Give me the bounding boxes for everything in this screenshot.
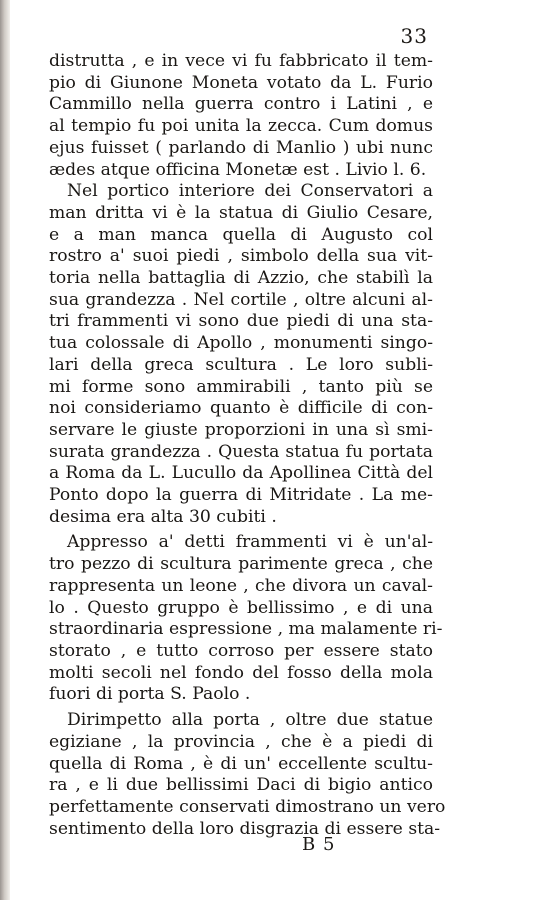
text-line: lo . Questo gruppo è bellissimo , e di una [49, 597, 433, 618]
text-line: toria nella battaglia di Azzio, che stabilì la [49, 268, 433, 289]
text-line: Dirimpetto alla porta , oltre due statue [67, 710, 433, 731]
paragraph [49, 532, 443, 706]
text-line: sua grandezza . Nel cortile , oltre alcuni al- [49, 289, 433, 310]
text-line: Ponto dopo la guerra di Mitridate . La me- [49, 485, 433, 506]
signature-mark: B 5 [302, 834, 336, 855]
page-number: 33 [400, 24, 428, 48]
text-line: egiziane , la provincia , che è a piedi di [49, 731, 433, 752]
text-line: ejus fuisset ( parlando di Manlio ) ubi nunc [49, 137, 433, 158]
text-line: rappresenta un leone , che divora un caval- [49, 575, 433, 596]
paragraph [49, 710, 446, 840]
paragraph [49, 181, 433, 528]
text-line: quella di Roma , è di un' eccellente scultu- [49, 753, 433, 774]
text-line: straordinaria espressione , ma malamente ri- [49, 619, 443, 640]
page-binding-edge [0, 0, 10, 900]
text-line: Nel portico interiore dei Conservatori a [67, 181, 433, 202]
text-line: sentimento della loro disgrazia di essere sta- [49, 818, 441, 839]
text-line: storato , e tutto corroso per essere stato [49, 640, 433, 661]
text-line: surata grandezza . Questa statua fu portata [49, 441, 433, 462]
text-line: man dritta vi è la statua di Giulio Cesare, [49, 202, 433, 223]
text-line: a Roma da L. Lucullo da Apollinea Città del [49, 463, 433, 484]
text-line: Appresso a' detti frammenti vi è un'al- [67, 532, 433, 553]
text-line: Cammillo nella guerra contro i Latini , e [49, 94, 433, 115]
text-line: ra , e li due bellissimi Daci di bigio antico [49, 775, 433, 796]
text-line: servare le giuste proporzioni in una sì smi- [49, 419, 433, 440]
text-line: distrutta , e in vece vi fu fabbricato il tem- [49, 51, 433, 71]
text-line: pio di Giunone Moneta votato da L. Furio [49, 72, 433, 93]
text-line: fuori di porta S. Paolo . [49, 684, 251, 705]
text-line: tro pezzo di scultura parimente greca , che [49, 554, 433, 575]
text-line: tua colossale di Apollo , monumenti singo- [49, 333, 433, 354]
text-line: al tempio fu poi unita la zecca. Cum domus [49, 116, 433, 137]
text-line: e a man manca quella di Augusto col [49, 224, 433, 245]
text-line: molti secoli nel fondo del fosso della mola [49, 662, 433, 683]
text-line: noi consideriamo quanto è difficile di con- [49, 398, 433, 419]
text-line: desima era alta 30 cubiti . [49, 506, 277, 527]
text-line: tri frammenti vi sono due piedi di una sta- [49, 311, 433, 332]
text-line: ædes atque officina Monetæ est . Livio l. 6. [49, 159, 427, 180]
paragraph [49, 51, 433, 181]
text-line: lari della greca scultura . Le loro subli- [49, 354, 433, 375]
text-line: mi forme sono ammirabili , tanto più se [49, 376, 433, 397]
text-line: rostro a' suoi piedi , simbolo della sua vit- [49, 246, 433, 267]
book-text-block [49, 51, 446, 840]
text-line: perfettamente conservati dimostrano un vero [49, 796, 446, 817]
